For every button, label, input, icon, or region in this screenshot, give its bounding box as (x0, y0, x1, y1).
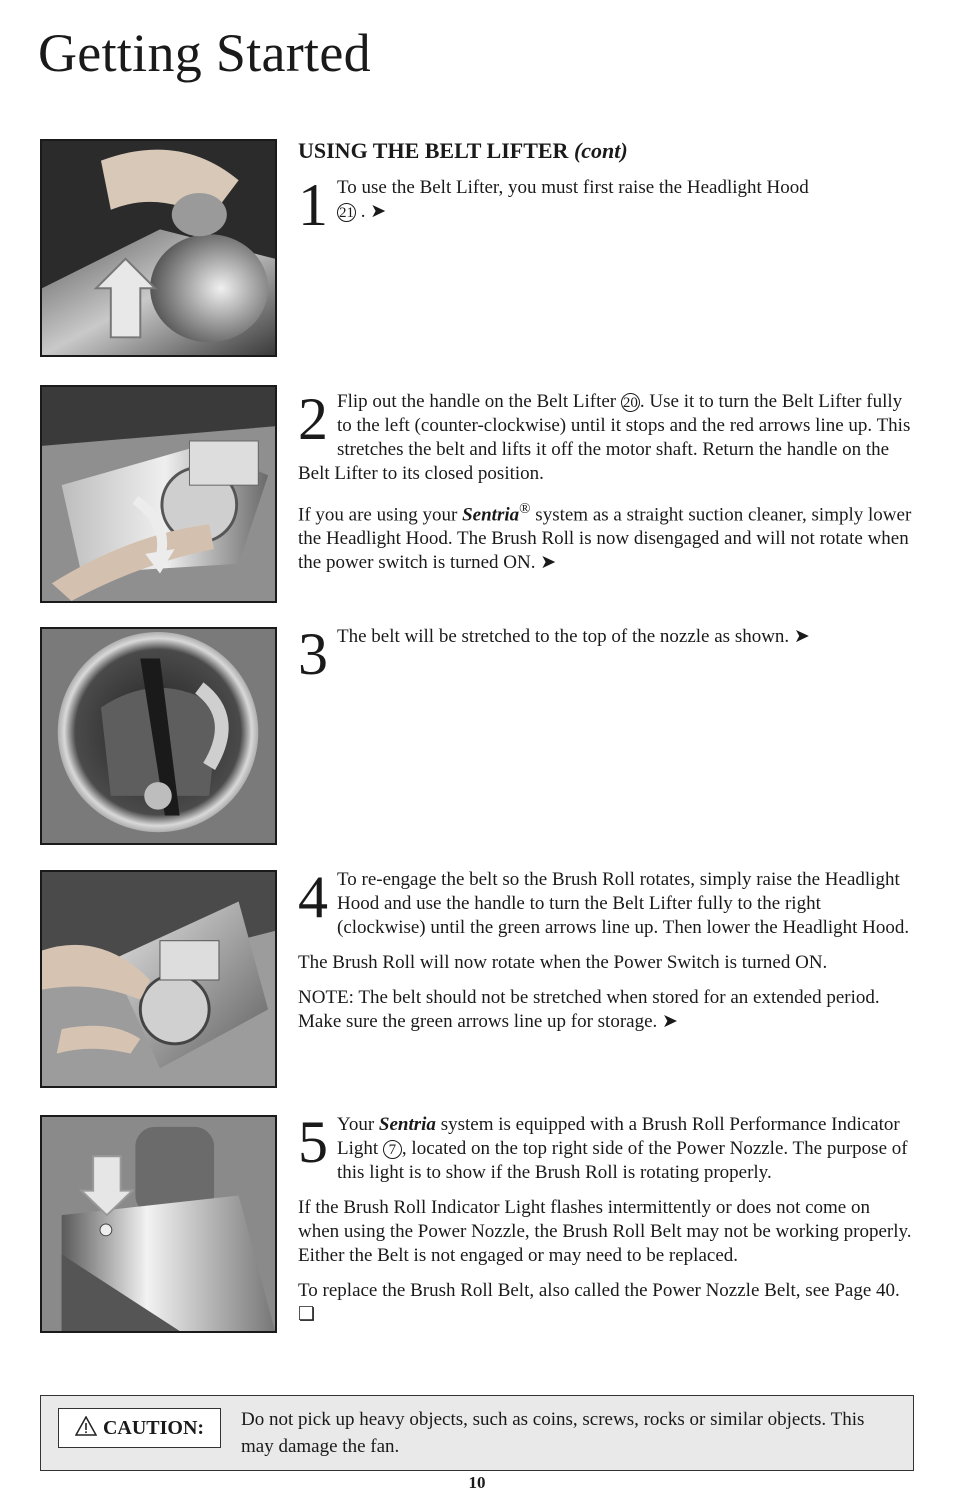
step-5-text (298, 1109, 913, 1185)
step-5-text-c: , located on the top right side of the Power Nozzle. The purpose of this light is to show if the Brush Roll is rotating properly. (337, 1138, 908, 1183)
caution-box (40, 1395, 914, 1471)
step-2-photo (40, 385, 277, 603)
step-4-text: To re-engage the belt so the Brush Roll rotates, simply raise the Headlight Hood and use the handle to turn the Belt Lifter fully to the right (clockwise) until the green arrows line up. Then lower the Headlight Hood. (337, 869, 910, 938)
step-3-photo (40, 627, 277, 845)
registered-mark: ® (519, 501, 531, 517)
step-5-text-3: To replace the Brush Roll Belt, also called the Power Nozzle Belt, see Page 40. ❏ (298, 1280, 900, 1325)
caution-label-text: CAUTION: (102, 1417, 205, 1439)
step-2-text-2a: If you are using your (298, 504, 458, 526)
callout-number: 7 (383, 1140, 402, 1159)
step-5-text-2: If the Brush Roll Indicator Light flashes intermittently or does not come on when using the Power Nozzle, the Brush Roll Belt may not be working properly. Either the Belt is not engaged or may need to be replaced. (298, 1197, 912, 1266)
callout-number: 21 (339, 205, 354, 222)
step-1-photo (40, 139, 277, 357)
step-2-text-b: . Use it to turn the Belt Lifter fully to the left (counter-clockwise) until it stops and the red arrows line up. This stretches the belt and lifts it off the motor shaft. Return the handle on the Belt Lifter to its closed position. (298, 391, 911, 484)
step-1-text-b: . ➤ (360, 201, 387, 222)
page-number: 10 (468, 1473, 486, 1492)
section-heading-suffix: (cont) (573, 138, 628, 163)
step-5-text-b: system is equipped with a Brush Roll Performance Indicator Light (337, 1114, 900, 1159)
step-4-text-2: The Brush Roll will now rotate when the Power Switch is turned ON. (298, 952, 828, 973)
step-number: 2 (298, 386, 328, 452)
step-number: 4 (298, 864, 328, 930)
step-2-text (298, 386, 913, 486)
warning-triangle-icon (75, 1416, 97, 1436)
brand-name: Sentria (378, 1114, 436, 1135)
step-4-note: NOTE: The belt should not be stretched when stored for an extended period. Make sure the green arrows line up for storage. ➤ (298, 987, 880, 1032)
step-2-text-2 (298, 497, 913, 575)
step-3-text: The belt will be stretched to the top of the nozzle as shown. ➤ (337, 626, 810, 647)
step-number: 3 (298, 621, 328, 687)
brand-name: Sentria (462, 504, 520, 526)
step-3 (298, 621, 913, 687)
step-5-text-a: Your (337, 1114, 375, 1135)
step-2 (298, 386, 913, 586)
step-4-photo (40, 870, 277, 1088)
step-1-text (298, 176, 913, 224)
step-5-photo (40, 1115, 277, 1333)
caution-text: Do not pick up heavy objects, such as coins, screws, rocks or similar objects. This may damage the fan. (241, 1409, 865, 1457)
section-heading (298, 137, 628, 165)
section-heading-text: USING THE BELT LIFTER (298, 138, 569, 163)
step-2-text-2b: system as a straight suction cleaner, simply lower the Headlight Hood. The Brush Roll is now disengaged and will not rotate when the power switch is turned ON. ➤ (298, 504, 912, 574)
step-4 (298, 864, 913, 1045)
step-number: 5 (298, 1109, 328, 1175)
step-2-text-a: Flip out the handle on the Belt Lifter (337, 391, 617, 412)
caution-label (58, 1408, 221, 1448)
step-number: 1 (298, 172, 328, 238)
step-1 (298, 172, 913, 238)
step-1-text-a: To use the Belt Lifter, you must first raise the Headlight Hood (337, 177, 809, 198)
page-title: Getting Started (38, 23, 371, 83)
callout-number: 20 (622, 395, 638, 412)
step-5 (298, 1109, 913, 1338)
